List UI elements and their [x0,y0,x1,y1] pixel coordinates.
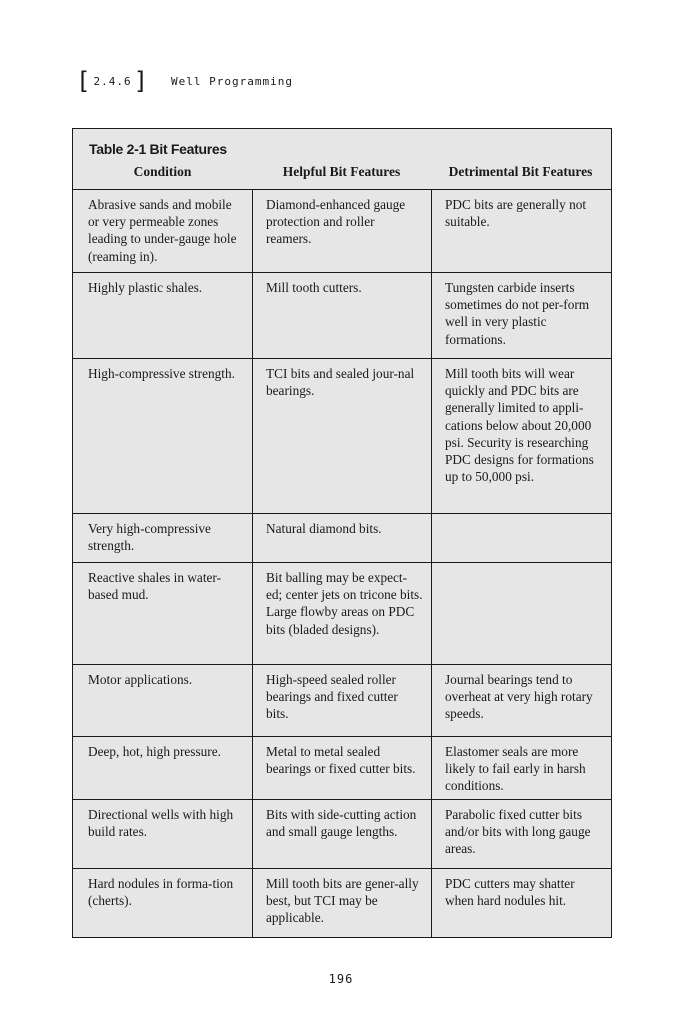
cell-detrimental: Mill tooth bits will wear quickly and PDC bits are generally limited to appli-cations below about 20,000 psi. Security is researching PDC designs for formations up to 50,000 psi. [431,359,611,513]
close-bracket-icon: ] [133,67,150,95]
cell-helpful: Bits with side-cutting action and small gauge lengths. [252,800,431,868]
cell-detrimental: PDC bits are generally not suitable. [431,190,611,272]
open-bracket-icon: [ [76,67,92,95]
cell-detrimental: Journal bearings tend to overheat at very high rotary speeds. [431,665,611,736]
page-number: 196 [328,972,354,986]
cell-detrimental [431,563,611,664]
cell-condition: Highly plastic shales. [88,280,203,295]
cell-helpful: Metal to metal sealed bearings or fixed cutter bits. [252,737,431,799]
cell-helpful: Natural diamond bits. [252,514,431,562]
table-row [73,737,611,800]
cell-helpful: Mill tooth cutters. [252,273,431,358]
cell-helpful: TCI bits and sealed jour-nal bearings. [252,359,431,513]
cell-helpful: Mill tooth bits are gener-ally best, but TCI may be applicable. [252,869,431,937]
cell-condition: High-compressive strength. [88,366,235,381]
cell-condition: Hard nodules in forma-tion (cherts). [88,876,234,909]
column-headers [73,164,611,180]
cell-detrimental [431,514,611,562]
section-number: 2.4.6 [93,74,132,88]
table-row [73,800,611,869]
table-row [73,869,611,937]
column-header-condition: Condition [133,164,192,179]
cell-condition: Motor applications. [88,672,193,687]
cell-helpful: Diamond-enhanced gauge protection and roller reamers. [252,190,431,272]
table-row [73,190,611,273]
table-row [73,514,611,563]
cell-condition: Abrasive sands and mobile or very permeable zones leading to under-gauge hole (reaming in). [88,197,237,264]
table-row [73,273,611,359]
table-row [73,563,611,665]
cell-detrimental: Parabolic fixed cutter bits and/or bits with long gauge areas. [431,800,611,868]
column-header-helpful: Helpful Bit Features [282,164,401,179]
cell-condition: Deep, hot, high pressure. [88,744,221,759]
table-title: Table 2-1 Bit Features [89,141,227,157]
cell-detrimental: PDC cutters may shatter when hard nodules hit. [431,869,611,937]
running-head [76,68,293,94]
table-row [73,359,611,514]
cell-helpful: Bit balling may be expect-ed; center jets on tricone bits. Large flowby areas on PDC bits (bladed designs). [252,563,431,664]
running-title: Well Programming [171,74,293,88]
table-row [73,665,611,737]
cell-helpful: High-speed sealed roller bearings and fixed cutter bits. [252,665,431,736]
cell-detrimental: Tungsten carbide inserts sometimes do not per-form well in very plastic formations. [431,273,611,358]
bit-features-table [72,128,612,938]
column-header-detrimental: Detrimental Bit Features [448,164,593,179]
cell-condition: Very high-compressive strength. [88,521,211,554]
table-header [73,129,611,190]
cell-detrimental: Elastomer seals are more likely to fail early in harsh conditions. [431,737,611,799]
cell-condition: Directional wells with high build rates. [88,807,234,840]
cell-condition: Reactive shales in water-based mud. [88,570,222,603]
